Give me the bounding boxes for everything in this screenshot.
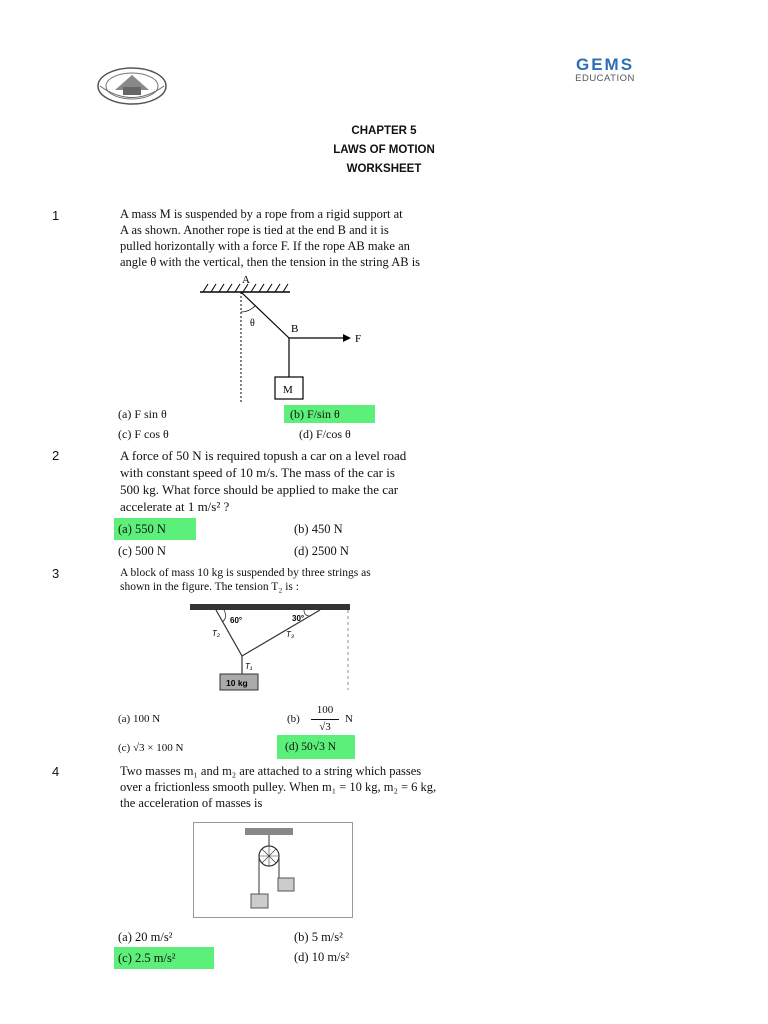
option-d: (d) F/cos θ (299, 427, 351, 441)
fraction-denominator: √3 (319, 721, 331, 733)
rope-ab (241, 292, 289, 338)
question-line: over a frictionless smooth pulley. When m₁ = 10 kg, m₂ = 6 kg, (120, 780, 437, 794)
option-d-highlighted: (d) 50√3 N (277, 735, 355, 759)
question-line: with constant speed of 10 m/s. The mass of the car is (120, 465, 395, 480)
gems-brand-name: GEMS (575, 55, 635, 74)
gems-brand-sub: EDUCATION (575, 73, 635, 84)
label-f: F (355, 333, 362, 345)
header (95, 45, 675, 100)
question-line: 500 kg. What force should be applied to make the car (120, 482, 399, 497)
angle-arc-left (222, 610, 226, 622)
question-line: pulled horizontally with a force F. If the rope AB make an (120, 239, 410, 253)
question-1-figure (195, 270, 375, 405)
question-line: accelerate at 1 m/s² ? (120, 499, 230, 514)
option-b-label: (b) (287, 713, 300, 725)
angle-arc (241, 306, 255, 312)
question-line: the acceleration of masses is (120, 796, 263, 810)
ceiling-mount (245, 828, 293, 835)
label-b: B (291, 323, 299, 335)
question-line: A block of mass 10 kg is suspended by three strings as (120, 567, 371, 579)
label-10kg: 10 kg (226, 678, 248, 688)
question-line: angle θ with the vertical, then the tension in the string AB is (120, 255, 421, 269)
gems-logo (560, 57, 650, 85)
fraction-numerator: 100 (316, 704, 334, 716)
question-line: shown in the figure. The tension T₂ is : (120, 581, 299, 593)
question-number: 1 (52, 208, 60, 223)
fraction-bar (311, 719, 339, 720)
label-t2: T₂ (212, 629, 220, 638)
option-c-highlighted: (c) 2.5 m/s² (114, 947, 214, 969)
question-3-text (120, 566, 371, 594)
force-arrow-head (343, 334, 351, 342)
option-a: (a) F sin θ (118, 407, 167, 421)
mass-m1 (251, 894, 268, 908)
question-number: 3 (52, 566, 60, 581)
title-chapter: CHAPTER 5 (351, 125, 417, 137)
mass-m2 (278, 878, 294, 891)
string-t3 (242, 610, 320, 656)
angle-arc-right (304, 610, 310, 616)
question-line: A mass M is suspended by a rope from a rigid support at (120, 207, 403, 221)
label-m: M (283, 384, 293, 396)
question-4-pulley-figure (193, 822, 353, 918)
option-d: (d) 10 m/s² (294, 950, 350, 964)
question-line: Two masses m₁ and m₂ are attached to a string which passes (120, 764, 422, 778)
option-a: (a) 100 N (118, 713, 161, 725)
question-line: A as shown. Another rope is tied at the end B and it is (120, 223, 389, 237)
label-theta: θ (250, 318, 255, 329)
question-line: A force of 50 N is required topush a car on a level road (120, 448, 407, 463)
option-b: (b) 450 N (294, 522, 343, 536)
fraction-unit: N (345, 713, 353, 725)
label-30: 30° (292, 614, 305, 623)
page-title (0, 122, 768, 179)
title-worksheet: WORKSHEET (346, 163, 422, 175)
option-d: (d) 2500 N (294, 544, 349, 558)
title-topic: LAWS OF MOTION (333, 144, 435, 156)
question-2-text (120, 447, 406, 515)
option-c: (c) √3 × 100 N (118, 742, 184, 754)
option-c: (c) F cos θ (118, 427, 169, 441)
question-4-text (120, 763, 436, 811)
figure-frame (194, 823, 353, 918)
pulley-spokes (259, 846, 279, 866)
question-1-text (120, 206, 420, 270)
option-b: (b) 5 m/s² (294, 930, 343, 944)
label-60: 60° (230, 616, 243, 625)
question-3-figure (190, 600, 355, 695)
option-a: (a) 20 m/s² (118, 930, 173, 944)
ceiling-bar (190, 604, 350, 610)
school-crest-logo (95, 65, 170, 107)
label-t1: T₁ (245, 662, 253, 671)
question-number: 2 (52, 448, 60, 463)
label-t3: T₃ (286, 630, 295, 639)
option-b-highlighted: (b) F/sin θ (284, 405, 375, 423)
question-number: 4 (52, 764, 60, 779)
label-a: A (242, 274, 250, 286)
option-a-highlighted: (a) 550 N (114, 518, 196, 540)
option-c: (c) 500 N (118, 544, 166, 558)
